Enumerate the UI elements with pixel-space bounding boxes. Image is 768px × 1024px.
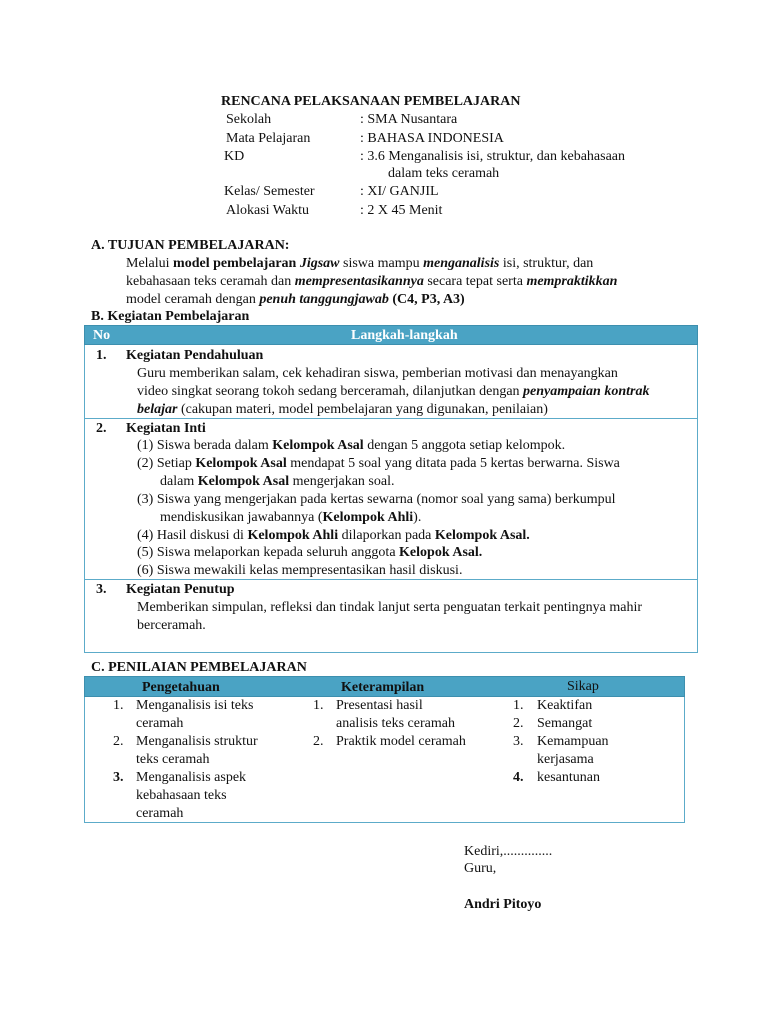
row-divider xyxy=(84,418,698,419)
sikap-3-l2: kerjasama xyxy=(537,752,594,767)
col-sikap: Sikap xyxy=(567,679,599,694)
value-mata-pelajaran: : BAHASA INDONESIA xyxy=(360,131,504,146)
inti-item-3-cont: mendiskusikan jawabannya (Kelompok Ahli). xyxy=(160,510,422,525)
pengetahuan-3-l2: kebahasaan teks xyxy=(136,788,227,803)
col-pengetahuan: Pengetahuan xyxy=(142,680,220,695)
row-3-no: 3. xyxy=(96,582,107,597)
col-no: No xyxy=(93,328,111,343)
row-1-line-2: video singkat seorang tokoh sedang berceramah, dilanjutkan dengan penyampaian kontrak xyxy=(137,384,650,399)
inti-item-6: (6) Siswa mewakili kelas mempresentasikan hasil diskusi. xyxy=(137,563,463,578)
sikap-1-l1: Keaktifan xyxy=(537,698,593,713)
value-kelas-semester: : XI/ GANJIL xyxy=(360,184,439,199)
signature-place: Kediri,.............. xyxy=(464,844,553,859)
section-a-line-3: model ceramah dengan penuh tanggungjawab (C4, P3, A3) xyxy=(126,292,465,307)
row-3-line-1: Memberikan simpulan, refleksi dan tindak lanjut serta penguatan terkait pentingnya mahir xyxy=(137,600,643,615)
keterampilan-2-l1: Praktik model ceramah xyxy=(336,734,466,749)
keterampilan-1-l2: analisis teks ceramah xyxy=(336,716,455,731)
pengetahuan-1-l1: Menganalisis isi teks xyxy=(136,698,254,713)
pengetahuan-2-no: 2. xyxy=(113,734,124,749)
section-a-line-2: kebahasaan teks ceramah dan mempresentasikannya secara tepat serta mempraktikkan xyxy=(126,274,618,289)
pengetahuan-3-l1: Menganalisis aspek xyxy=(136,770,247,785)
row-divider xyxy=(84,579,698,580)
pengetahuan-3-no: 3. xyxy=(113,770,124,785)
section-b-heading: B. Kegiatan Pembelajaran xyxy=(91,309,250,324)
label-alokasi-waktu: Alokasi Waktu xyxy=(226,203,309,218)
pengetahuan-1-l2: ceramah xyxy=(136,716,184,731)
pengetahuan-2-l2: teks ceramah xyxy=(136,752,210,767)
pengetahuan-1-no: 1. xyxy=(113,698,124,713)
sikap-3-l1: Kemampuan xyxy=(537,734,609,749)
signature-name: Andri Pitoyo xyxy=(464,897,542,912)
sikap-3-no: 3. xyxy=(513,734,524,749)
inti-item-4: (4) Hasil diskusi di Kelompok Ahli dilaporkan pada Kelompok Asal. xyxy=(137,528,530,543)
inti-item-1: (1) Siswa berada dalam Kelompok Asal dengan 5 anggota setiap kelompok. xyxy=(137,438,566,453)
document-title: RENCANA PELAKSANAAN PEMBELAJARAN xyxy=(221,94,521,109)
pengetahuan-3-l3: ceramah xyxy=(136,806,184,821)
row-2-title: Kegiatan Inti xyxy=(126,421,206,436)
inti-item-2-cont: dalam Kelompok Asal mengerjakan soal. xyxy=(160,474,395,489)
keterampilan-2-no: 2. xyxy=(313,734,324,749)
row-1-line-3: belajar (cakupan materi, model pembelajaran yang digunakan, penilaian) xyxy=(137,402,548,417)
activities-table-header xyxy=(84,325,698,345)
sikap-4-l1: kesantunan xyxy=(537,770,600,785)
section-a-heading: A. TUJUAN PEMBELAJARAN: xyxy=(91,238,290,253)
row-1-no: 1. xyxy=(96,348,107,363)
inti-item-3: (3) Siswa yang mengerjakan pada kertas sewarna (nomor soal yang sama) berkumpul xyxy=(137,492,616,507)
section-a-line-1: Melalui model pembelajaran Jigsaw siswa mampu menganalisis isi, struktur, dan xyxy=(126,256,594,271)
pengetahuan-2-l1: Menganalisis struktur xyxy=(136,734,258,749)
row-3-title: Kegiatan Penutup xyxy=(126,582,235,597)
value-kd: : 3.6 Menganalisis isi, struktur, dan kebahasaan xyxy=(360,149,625,164)
col-langkah: Langkah-langkah xyxy=(351,328,458,343)
sikap-2-no: 2. xyxy=(513,716,524,731)
keterampilan-1-no: 1. xyxy=(313,698,324,713)
value-kd-cont: dalam teks ceramah xyxy=(388,166,500,181)
inti-item-5: (5) Siswa melaporkan kepada seluruh anggota Kelopok Asal. xyxy=(137,545,483,560)
inti-item-2: (2) Setiap Kelompok Asal mendapat 5 soal yang ditata pada 5 kertas berwarna. Siswa xyxy=(137,456,620,471)
sikap-1-no: 1. xyxy=(513,698,524,713)
sikap-4-no: 4. xyxy=(513,770,524,785)
label-sekolah: Sekolah xyxy=(226,112,272,127)
signature-role: Guru, xyxy=(464,861,497,876)
assessment-table-header xyxy=(84,676,685,697)
value-alokasi-waktu: : 2 X 45 Menit xyxy=(360,203,443,218)
value-sekolah: : SMA Nusantara xyxy=(360,112,458,127)
row-3-line-2: berceramah. xyxy=(137,618,206,633)
label-mata-pelajaran: Mata Pelajaran xyxy=(226,131,311,146)
section-c-heading: C. PENILAIAN PEMBELAJARAN xyxy=(91,660,307,675)
keterampilan-1-l1: Presentasi hasil xyxy=(336,698,423,713)
col-keterampilan: Keterampilan xyxy=(341,680,425,695)
sikap-2-l1: Semangat xyxy=(537,716,593,731)
label-kelas-semester: Kelas/ Semester xyxy=(224,184,315,199)
label-kd: KD xyxy=(224,149,245,164)
row-2-no: 2. xyxy=(96,421,107,436)
row-1-line-1: Guru memberikan salam, cek kehadiran siswa, pemberian motivasi dan menayangkan xyxy=(137,366,618,381)
row-1-title: Kegiatan Pendahuluan xyxy=(126,348,264,363)
